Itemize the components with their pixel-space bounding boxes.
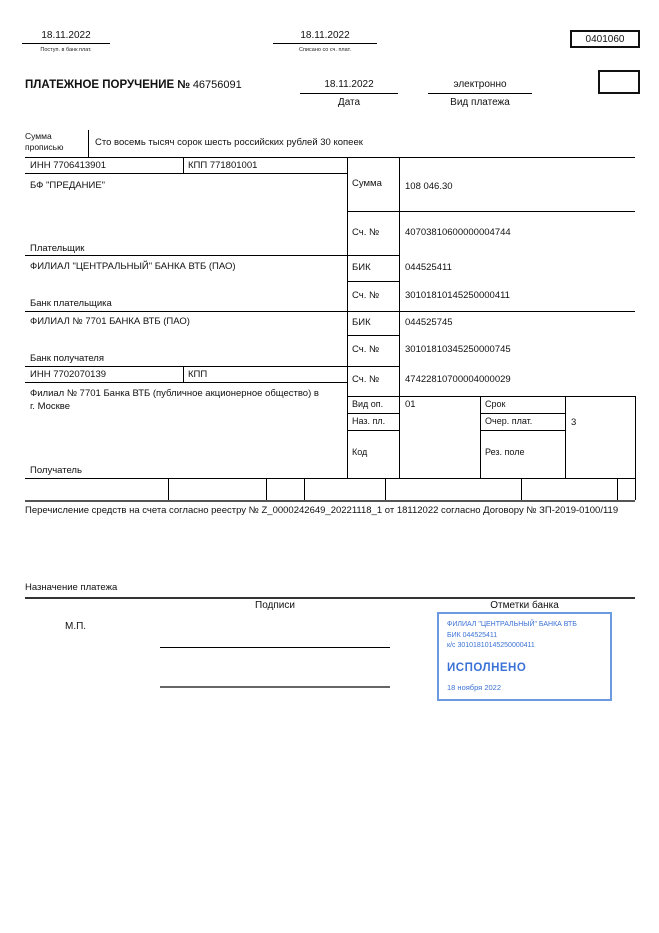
date-debited-value: 18.11.2022 xyxy=(273,30,377,44)
payer-account-label: Сч. № xyxy=(352,227,380,238)
signatures-title: Подписи xyxy=(255,600,295,611)
divider xyxy=(25,597,635,599)
divider xyxy=(617,478,618,500)
divider xyxy=(347,413,399,414)
amount-in-words-label: Сумма прописью xyxy=(25,131,64,152)
divider xyxy=(183,366,184,382)
divider xyxy=(347,396,635,397)
reserve-field-label: Рез. поле xyxy=(485,447,525,457)
operation-type-label: Вид оп. xyxy=(352,399,384,409)
payee-kpp-label: КПП xyxy=(188,369,208,380)
payment-kind-label: Вид платежа xyxy=(450,97,510,108)
payment-kind-value: электронно xyxy=(428,79,532,94)
document-date-value: 18.11.2022 xyxy=(300,79,398,94)
payee-bank-label: Банк получателя xyxy=(30,353,104,364)
divider xyxy=(183,157,184,173)
stamp-date: 18 ноября 2022 xyxy=(447,682,502,692)
payee-name: Филиал № 7701 Банка ВТБ (публичное акционерное общество) в г. Москве xyxy=(30,388,319,413)
stamp-bik: БИК 044525411 xyxy=(447,631,498,639)
date-debited-label: Списано со сч. плат. xyxy=(298,47,352,53)
divider xyxy=(347,430,399,431)
divider xyxy=(399,157,400,478)
divider xyxy=(25,366,399,367)
payee-account-value: 47422810700004000029 xyxy=(405,374,511,385)
document-date-label: Дата xyxy=(337,97,361,108)
okud-code-box: 0401060 xyxy=(570,30,640,48)
divider xyxy=(565,396,566,478)
payee-bank-bik-value: 044525745 xyxy=(405,317,453,328)
divider xyxy=(88,130,89,157)
document-title xyxy=(25,79,242,93)
status-empty-box xyxy=(598,70,640,94)
divider xyxy=(304,478,305,500)
payer-account-value: 40703810600000004744 xyxy=(405,227,511,238)
divider xyxy=(347,211,635,212)
divider xyxy=(521,478,522,500)
payer-bank-bik-value: 044525411 xyxy=(405,262,452,273)
date-received-label: Поступ. в банк плат. xyxy=(40,47,92,53)
payee-bank-account-value: 30101810345250000745 xyxy=(405,344,511,355)
purpose-label: Назначение платежа xyxy=(25,582,118,593)
stamp-status: ИСПОЛНЕНО xyxy=(447,661,527,674)
term-label: Срок xyxy=(485,399,506,409)
stamp-corr-account: к/с 30101810145250000411 xyxy=(447,642,535,649)
payer-bank-label: Банк плательщика xyxy=(30,298,112,309)
divider xyxy=(168,478,169,500)
divider xyxy=(480,430,565,431)
payer-bank-name: ФИЛИАЛ "ЦЕНТРАЛЬНЫЙ" БАНКА ВТБ (ПАО) xyxy=(30,261,236,272)
divider xyxy=(25,500,635,502)
divider xyxy=(25,255,399,256)
payee-label: Получатель xyxy=(30,465,82,476)
priority-value: 3 xyxy=(571,417,577,428)
payer-bank-account-label: Сч. № xyxy=(352,290,380,301)
payer-kpp: КПП 771801001 xyxy=(188,160,258,171)
divider xyxy=(480,396,481,478)
divider xyxy=(347,281,399,282)
payer-name: БФ "ПРЕДАНИЕ" xyxy=(30,180,106,191)
payee-bank-account-label: Сч. № xyxy=(352,344,380,355)
operation-type-value: 01 xyxy=(405,399,416,410)
payee-inn: ИНН 7702070139 xyxy=(30,369,107,380)
divider xyxy=(25,382,347,383)
purpose-code-label: Наз. пл. xyxy=(352,416,386,426)
seal-label: М.П. xyxy=(65,621,87,632)
amount-value: 108 046.30 xyxy=(405,181,453,192)
amount-in-words-value: Сто восемь тысяч сорок шесть российских рублей 30 копеек xyxy=(95,137,363,148)
document-number: 46756091 xyxy=(192,79,242,91)
divider xyxy=(25,311,635,312)
divider xyxy=(347,335,399,336)
payer-label: Плательщик xyxy=(30,243,85,254)
payer-bank-account-value: 30101810145250000411 xyxy=(405,290,510,301)
bank-marks-title: Отметки банка xyxy=(490,600,559,611)
bank-execution-stamp xyxy=(437,612,612,701)
stamp-bank-name: ФИЛИАЛ "ЦЕНТРАЛЬНЫЙ" БАНКА ВТБ xyxy=(447,621,577,628)
signature-line-2 xyxy=(160,686,390,688)
code-label: Код xyxy=(352,447,368,457)
payer-inn: ИНН 7706413901 xyxy=(30,160,107,171)
purpose-text: Перечисление средств на счета согласно реестру № Z_0000242649_20221118_1 от 18112022 согласно Договору № ЗП-2019-0100/119 xyxy=(25,505,619,516)
priority-label: Очер. плат. xyxy=(485,416,533,426)
divider xyxy=(25,157,635,158)
amount-label: Сумма xyxy=(352,178,382,189)
divider xyxy=(347,157,348,478)
document-title-label: ПЛАТЕЖНОЕ ПОРУЧЕНИЕ № xyxy=(25,79,191,91)
payee-bank-bik-label: БИК xyxy=(352,317,371,328)
date-received-value: 18.11.2022 xyxy=(22,30,110,44)
divider xyxy=(25,173,347,174)
divider xyxy=(266,478,267,500)
divider xyxy=(635,396,636,500)
payee-bank-name: ФИЛИАЛ № 7701 БАНКА ВТБ (ПАО) xyxy=(30,316,190,327)
divider xyxy=(480,413,565,414)
signature-line-1 xyxy=(160,647,390,648)
payer-bank-bik-label: БИК xyxy=(352,262,371,273)
divider xyxy=(385,478,386,500)
payee-account-label: Сч. № xyxy=(352,374,380,385)
divider xyxy=(25,478,635,479)
